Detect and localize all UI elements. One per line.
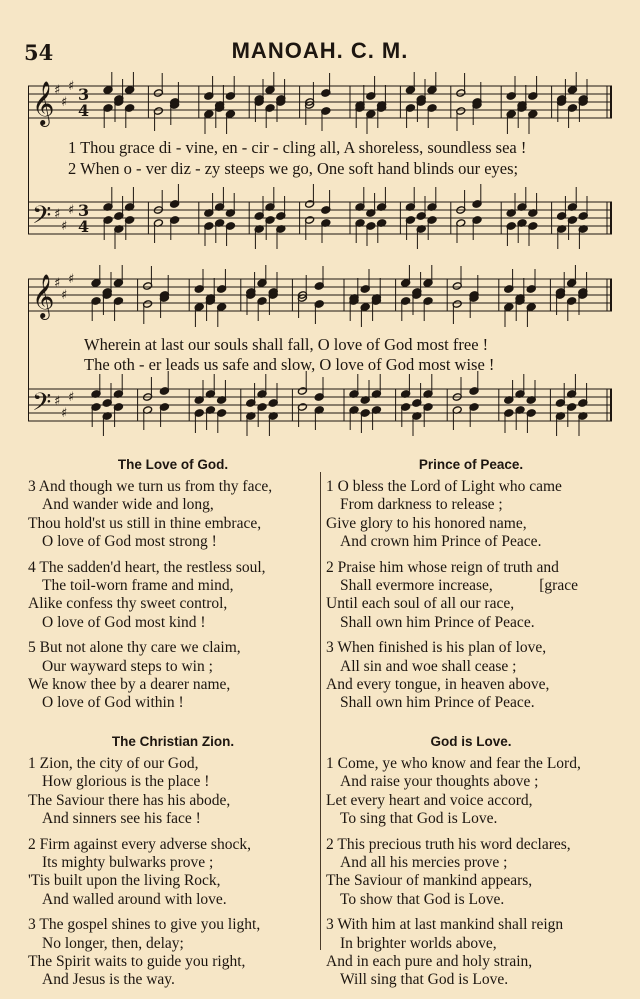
verse-line: 2 Praise him whose reign of truth and xyxy=(326,558,559,576)
treble-clef-icon: 𝄞 xyxy=(32,81,55,125)
sharp-icon: ♯ xyxy=(68,79,75,94)
verse-line: 3 The gospel shines to give you light, xyxy=(28,916,261,934)
verse-line: O love of God within ! xyxy=(42,694,184,712)
verse-line: 'Tis built upon the living Rock, xyxy=(28,872,221,890)
verse xyxy=(326,478,616,552)
sharp-icon: ♯ xyxy=(54,276,61,291)
verse-line: Thou hold'st us still in thine embrace, xyxy=(28,514,262,532)
left-column xyxy=(28,453,318,997)
verse-line: 2 This precious truth his word declares, xyxy=(326,835,571,853)
verse-line: Its mighty bulwarks prove ; xyxy=(42,853,214,871)
verse-line: Shall own him Prince of Peace. xyxy=(340,613,535,631)
bass-clef-icon: 𝄢 xyxy=(32,201,52,236)
verse-line: 1 Come, ye who know and fear the Lord, xyxy=(326,754,581,772)
verse-line: 2 Firm against every adverse shock, xyxy=(28,835,251,853)
verse-line: 3 And though we turn us from thy face, xyxy=(28,478,273,495)
verse-line: The toil-worn frame and mind, xyxy=(42,577,234,595)
sharp-icon: ♯ xyxy=(61,219,68,234)
verse-line: The Saviour of mankind appears, xyxy=(326,872,533,890)
verse-line: And wander wide and long, xyxy=(42,496,214,514)
hymn-christian-zion xyxy=(28,734,318,990)
verse-line: No longer, then, delay; xyxy=(42,934,184,952)
lyric-line-verse-1: 1 Thou grace di - vine, en - cir - cling all, A shoreless, soundless sea ! xyxy=(68,138,527,157)
verse xyxy=(326,755,616,829)
sharp-icon: ♯ xyxy=(61,406,68,421)
sharp-icon: ♯ xyxy=(54,83,61,98)
verse-line: The Spirit waits to guide you right, xyxy=(28,952,246,970)
sharp-icon: ♯ xyxy=(68,203,75,218)
time-signature: 3 xyxy=(78,85,90,104)
verse-line: O love of God most strong ! xyxy=(42,533,217,551)
verse xyxy=(326,916,616,990)
verse-line: Let every heart and voice accord, xyxy=(326,791,533,809)
tune-title: MANOAH. C. M. xyxy=(231,38,409,63)
lyric-line-verse-1: Wherein at last our souls shall fall, O love of God most free ! xyxy=(84,335,489,354)
verse-line: And sinners see his face ! xyxy=(42,810,201,828)
verse-line: And all his mercies prove ; xyxy=(340,853,508,871)
hymn-title: God is Love. xyxy=(430,733,512,749)
sharp-icon: ♯ xyxy=(68,390,75,405)
verse-line: How glorious is the place ! xyxy=(42,773,210,791)
right-column xyxy=(326,453,616,997)
verse-line: To sing that God is Love. xyxy=(340,810,498,828)
verse-line: And every tongue, in heaven above, xyxy=(326,676,550,694)
sharp-icon: ♯ xyxy=(54,207,61,222)
verse-line: 4 The sadden'd heart, the restless soul, xyxy=(28,558,266,576)
verse-line: And raise your thoughts above ; xyxy=(340,773,539,791)
bass-clef-icon: 𝄢 xyxy=(32,388,52,423)
verse-line: The Saviour there has his abode, xyxy=(28,791,231,809)
hymn-title: The Love of God. xyxy=(117,457,229,472)
verse-line: And in each pure and holy strain, xyxy=(326,952,533,970)
verse xyxy=(28,639,318,713)
column-divider xyxy=(320,472,321,950)
sharp-icon: ♯ xyxy=(68,272,75,287)
verse-line: To show that God is Love. xyxy=(340,890,505,908)
time-signature: 4 xyxy=(78,217,90,236)
verse xyxy=(326,836,616,910)
verse xyxy=(326,559,616,633)
verse xyxy=(28,478,318,552)
verse-line: From darkness to release ; xyxy=(340,496,503,514)
verse-line: 1 O bless the Lord of Light who came xyxy=(326,478,562,495)
lyric-line-verse-2: The oth - er leads us safe and slow, O love of God most wise ! xyxy=(84,355,495,374)
verse-line: 3 With him at last mankind shall reign xyxy=(326,916,564,934)
page-number: 54 xyxy=(24,40,54,65)
time-signature: 3 xyxy=(78,201,90,220)
verse-line: 3 When finished is his plan of love, xyxy=(326,639,547,657)
verse-line: Shall own him Prince of Peace. xyxy=(340,694,535,712)
verse xyxy=(28,559,318,633)
verse-line: O love of God most kind ! xyxy=(42,613,206,631)
verse-line: Our wayward steps to win ; xyxy=(42,657,213,675)
hymn-love-of-god xyxy=(28,457,318,713)
time-signature: 4 xyxy=(78,101,90,120)
verse xyxy=(326,639,616,713)
verse-line: Alike confess thy sweet control, xyxy=(28,595,228,613)
music-system-1 xyxy=(28,72,612,272)
treble-clef-icon: 𝄞 xyxy=(32,274,55,318)
verse-line: All sin and woe shall cease ; xyxy=(340,657,517,675)
verse xyxy=(28,755,318,829)
hymn-god-is-love xyxy=(326,734,616,990)
verse-line: Will sing that God is Love. xyxy=(340,971,509,989)
verse-line: Give glory to his honored name, xyxy=(326,514,527,532)
verse-line: We know thee by a dearer name, xyxy=(28,676,231,694)
music-system-2 xyxy=(28,265,612,455)
verse xyxy=(28,916,318,990)
sharp-icon: ♯ xyxy=(61,95,68,110)
verse-line: And walled around with love. xyxy=(42,890,227,908)
hymn-title: Prince of Peace. xyxy=(418,457,524,472)
verse-line: And crown him Prince of Peace. xyxy=(340,533,542,551)
verse-line: 1 Zion, the city of our God, xyxy=(28,754,199,772)
verse-line: Shall evermore increase, [grace xyxy=(340,577,578,595)
sharp-icon: ♯ xyxy=(54,394,61,409)
sharp-icon: ♯ xyxy=(61,288,68,303)
verse-line: Until each soul of all our race, xyxy=(326,595,515,613)
verse-line: In brighter worlds above, xyxy=(340,934,497,952)
verse-line: And Jesus is the way. xyxy=(42,971,175,989)
verse xyxy=(28,836,318,910)
verse-line: 5 But not alone thy care we claim, xyxy=(28,639,241,657)
hymn-prince-of-peace xyxy=(326,457,616,713)
lyric-line-verse-2: 2 When o - ver diz - zy steeps we go, One soft hand blinds our eyes; xyxy=(68,159,519,178)
hymn-title: The Christian Zion. xyxy=(111,733,235,749)
